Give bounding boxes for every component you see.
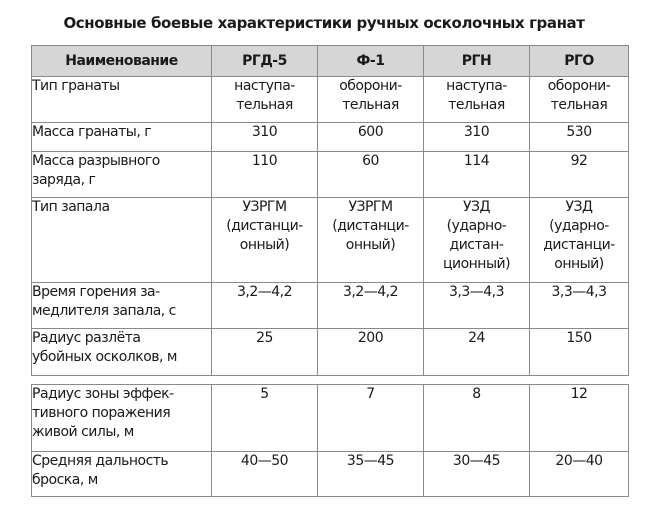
cell-f1 [318,198,424,283]
cell-rgo [530,283,629,329]
characteristics-table-continued [31,384,629,497]
cell-line: 200 [357,330,384,346]
cell-line: Радиус зоны эффек- [32,386,174,402]
cell-line: дистан- [449,237,504,253]
cell-line: 12 [570,386,588,402]
row-charge-mass [32,152,629,198]
column-header-rgd5: РГД-5 [212,46,318,77]
row-label [32,123,212,152]
cell-rgo [530,152,629,198]
cell-line: 150 [566,330,592,346]
cell-line: онный) [345,237,396,253]
column-header-rgn: РГН [424,46,530,77]
cell-line: 60 [362,153,379,169]
cell-line: 3,3—4,3 [448,284,505,300]
cell-line: Средняя дальность [32,453,169,469]
cell-line: 310 [251,124,278,140]
cell-rgd5 [212,123,318,152]
cell-rgd5 [212,329,318,376]
row-fuze-delay [32,283,629,329]
cell-rgd5 [212,385,318,452]
row-label [32,452,212,497]
row-throw-distance [32,452,629,497]
cell-line: онный) [554,256,604,272]
cell-line: 35—45 [346,453,395,469]
column-header-f1: Ф-1 [318,46,424,77]
cell-line: Масса гранаты, г [32,124,152,140]
cell-line: тельная [342,97,399,113]
cell-line: медлителя запала, с [32,303,176,319]
cell-rgd5 [212,77,318,123]
row-label [32,329,212,376]
cell-line: Время горения за- [32,284,160,300]
cell-rgd5 [212,152,318,198]
cell-line: (дистанци- [332,218,409,234]
row-label [32,283,212,329]
cell-line: убойных осколков, м [32,349,177,365]
cell-rgn [424,452,530,497]
cell-rgd5 [212,198,318,283]
cell-line: 5 [260,386,269,402]
cell-rgo [530,77,629,123]
row-label [32,152,212,198]
cell-line: (дистанци- [226,218,303,234]
cell-line: 110 [251,153,278,169]
cell-line: 3,2—4,2 [342,284,399,300]
cell-line: УЗРГМ [242,199,287,215]
cell-line: заряда, г [32,172,96,188]
cell-f1 [318,152,424,198]
header-row [32,46,629,77]
column-header-rgo: РГО [530,46,629,77]
cell-rgn [424,77,530,123]
row-label [32,385,212,452]
row-label [32,77,212,123]
cell-line: 3,2—4,2 [236,284,293,300]
cell-rgn [424,152,530,198]
column-header-name: Наименование [32,46,212,77]
cell-line: (ударно- [446,218,507,234]
cell-rgo [530,452,629,497]
cell-rgd5 [212,452,318,497]
cell-f1 [318,77,424,123]
cell-line: оборони- [339,78,402,94]
cell-rgo [530,198,629,283]
row-effective-radius [32,385,629,452]
cell-f1 [318,329,424,376]
cell-line: тельная [448,97,505,113]
cell-line: 8 [472,386,481,402]
cell-rgn [424,198,530,283]
cell-rgn [424,283,530,329]
cell-line: 30—45 [452,453,501,469]
row-fuze-type [32,198,629,283]
cell-line: 530 [566,124,592,140]
page-title: Основные боевые характеристики ручных осколочных гранат [63,14,585,32]
cell-f1 [318,123,424,152]
cell-line: Радиус разлёта [32,330,141,346]
cell-line: 92 [570,153,588,169]
row-label [32,198,212,283]
cell-rgo [530,329,629,376]
row-grenade-mass [32,123,629,152]
cell-line: УЗД [565,199,593,215]
cell-f1 [318,385,424,452]
cell-f1 [318,452,424,497]
cell-line: 114 [463,153,490,169]
cell-line: тивного поражения [32,405,171,421]
cell-line: дистанци- [543,237,615,253]
cell-line: живой силы, м [32,424,134,440]
cell-line: 7 [366,386,375,402]
cell-line: Масса разрывного [32,153,160,169]
row-grenade-type [32,77,629,123]
cell-line: 25 [256,330,273,346]
cell-line: броска, м [32,472,98,488]
cell-line: онный) [239,237,290,253]
cell-f1 [318,283,424,329]
cell-line: УЗРГМ [348,199,393,215]
cell-line: наступа- [446,78,507,94]
cell-line: 310 [463,124,490,140]
cell-line: тельная [550,97,608,113]
cell-line: Тип гранаты [32,78,120,94]
cell-line: оборони- [547,78,611,94]
cell-line: тельная [236,97,293,113]
characteristics-table [31,45,629,376]
cell-line: 24 [468,330,485,346]
cell-line: 40—50 [240,453,289,469]
cell-line: ционный) [442,256,511,272]
cell-rgn [424,123,530,152]
cell-rgn [424,329,530,376]
cell-line: 20—40 [555,453,603,469]
cell-rgn [424,385,530,452]
cell-line: Тип запала [32,199,110,215]
cell-line: 600 [357,124,384,140]
cell-rgo [530,123,629,152]
cell-line: 3,3—4,3 [551,284,607,300]
row-fragment-radius [32,329,629,376]
cell-rgo [530,385,629,452]
cell-rgd5 [212,283,318,329]
cell-line: наступа- [234,78,295,94]
cell-line: УЗД [463,199,490,215]
cell-line: (ударно- [549,218,609,234]
